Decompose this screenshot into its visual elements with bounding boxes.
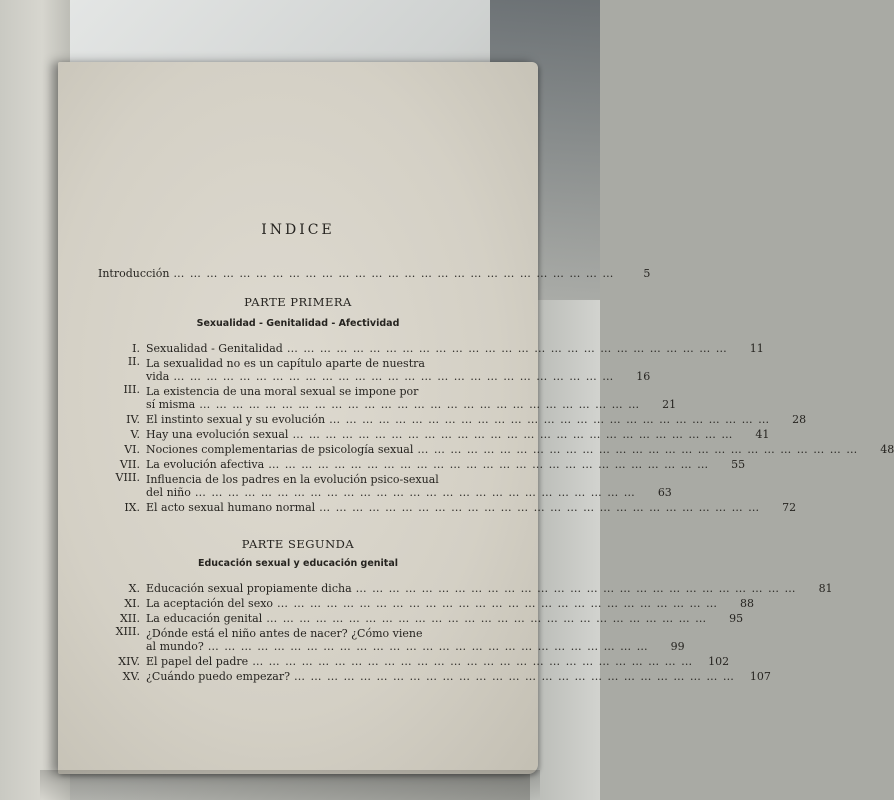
chapter-number: III. — [123, 383, 140, 396]
chapter-title-cont: al mundo? — [146, 640, 204, 653]
chapter-page: 95 — [729, 612, 744, 625]
chapter-page: 16 — [636, 370, 651, 383]
chapter-number: I. — [132, 342, 140, 355]
chapter-number: IV. — [126, 413, 140, 426]
chapter-page: 41 — [755, 428, 770, 441]
chapter-number: IX. — [124, 501, 140, 514]
chapter-title: Influencia de los padres en la evolución psico-sexual — [146, 473, 439, 486]
chapter-number: V. — [130, 428, 140, 441]
part-two-title: PARTE SEGUNDA — [241, 537, 355, 551]
leader-dots — [252, 655, 693, 668]
chapter-number: II. — [127, 355, 140, 368]
toc-entry — [98, 625, 685, 653]
toc-entry — [98, 580, 833, 595]
chapter-page: 72 — [782, 501, 797, 514]
leader-dots — [195, 486, 636, 499]
leader-dots — [356, 582, 797, 595]
chapter-title: Hay una evolución sexual — [146, 428, 289, 441]
chapter-title-cont: sí misma — [146, 398, 196, 411]
toc-entry — [98, 456, 746, 471]
chapter-page: 99 — [670, 640, 685, 653]
intro-page: 5 — [643, 267, 651, 280]
chapter-page: 102 — [708, 655, 730, 668]
chapter-page: 63 — [657, 486, 672, 499]
chapter-title: Sexualidad - Genitalidad — [146, 342, 283, 355]
chapter-title-cont: del niño — [146, 486, 191, 499]
chapter-number: XV. — [122, 670, 140, 683]
chapter-title-cont: vida — [146, 370, 170, 383]
chapter-page: 88 — [739, 597, 754, 610]
leader-dots — [277, 597, 718, 610]
chapter-number: VII. — [119, 458, 140, 471]
leader-dots — [294, 670, 735, 683]
toc-entry — [98, 355, 651, 383]
chapter-page: 81 — [818, 582, 833, 595]
chapter-title: ¿Cuándo puedo empezar? — [146, 670, 290, 683]
leader-dots — [268, 458, 709, 471]
part-one-title: PARTE PRIMERA — [244, 295, 352, 309]
leader-dots — [417, 443, 858, 456]
toc-intro — [98, 265, 651, 280]
chapter-title: El papel del padre — [146, 655, 249, 668]
chapter-page: 55 — [731, 458, 746, 471]
index-title: INDICE — [261, 222, 335, 238]
leader-dots — [292, 428, 733, 441]
chapter-page: 11 — [749, 342, 764, 355]
chapter-title: La sexualidad no es un capítulo aparte de nuestra — [146, 357, 425, 370]
toc-part-one — [98, 340, 894, 514]
leader-dots — [199, 398, 640, 411]
toc-entry — [98, 441, 894, 456]
chapter-title: El acto sexual humano normal — [146, 501, 316, 514]
chapter-number: XII. — [119, 612, 140, 625]
chapter-number: VI. — [124, 443, 140, 456]
book-page — [58, 62, 894, 774]
chapter-title: Educación sexual propiamente dicha — [146, 582, 352, 595]
leader-dots — [208, 640, 649, 653]
toc-entry — [98, 340, 764, 355]
chapter-number: XIII. — [115, 625, 140, 638]
chapter-title: La evolución afectiva — [146, 458, 265, 471]
chapter-page: 107 — [749, 670, 771, 683]
toc-entry — [98, 471, 672, 499]
chapter-number: XI. — [124, 597, 140, 610]
leader-dots — [319, 501, 760, 514]
chapter-page: 28 — [792, 413, 807, 426]
toc-part-two — [98, 580, 833, 683]
toc-entry — [98, 610, 744, 625]
part-two-subtitle: Educación sexual y educación genital — [197, 558, 399, 569]
chapter-page: 48 — [880, 443, 894, 456]
toc-entry-intro — [98, 265, 651, 280]
part-one-subtitle: Sexualidad - Genitalidad - Afectividad — [196, 318, 400, 329]
chapter-title: Nociones complementarias de psicología sexual — [146, 443, 414, 456]
toc-entry — [98, 383, 677, 411]
leader-dots — [329, 413, 770, 426]
chapter-title: El instinto sexual y su evolución — [146, 413, 326, 426]
toc-entry — [98, 411, 807, 426]
toc-entry — [98, 499, 797, 514]
chapter-title: ¿Dónde está el niño antes de nacer? ¿Cómo viene — [146, 627, 423, 640]
toc-entry — [98, 595, 754, 610]
toc-entry — [98, 668, 771, 683]
chapter-title: La existencia de una moral sexual se impone por — [146, 385, 419, 398]
toc-entry — [98, 653, 730, 668]
chapter-title: La educación genital — [146, 612, 263, 625]
chapter-number: XIV. — [118, 655, 140, 668]
chapter-number: VIII. — [115, 471, 140, 484]
leader-dots — [266, 612, 707, 625]
leader-dots — [173, 370, 614, 383]
leader-dots — [287, 342, 728, 355]
chapter-page: 21 — [662, 398, 677, 411]
chapter-title: La aceptación del sexo — [146, 597, 274, 610]
toc-entry — [98, 426, 770, 441]
page-shadow — [40, 770, 540, 800]
chapter-number: X. — [128, 582, 140, 595]
intro-label: Introducción — [98, 267, 170, 280]
leader-dots — [173, 267, 614, 280]
